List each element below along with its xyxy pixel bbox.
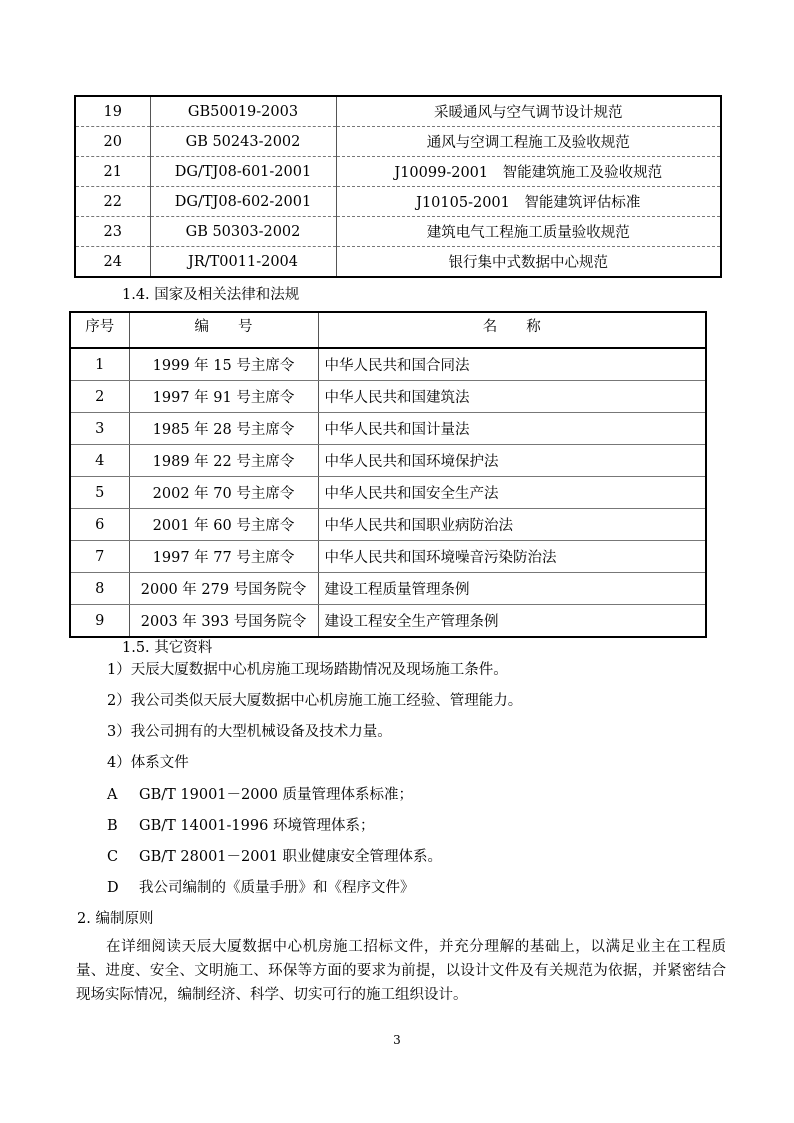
standard-code: JR/T0011-2004 — [150, 247, 336, 278]
list-item: 4）体系文件 — [107, 755, 189, 771]
law-code: 1989 年 22 号主席令 — [129, 445, 318, 477]
body-paragraph: 在详细阅读天辰大厦数据中心机房施工招标文件，并充分理解的基础上，以满足业主在工程质量、进度、安全、文明施工、环保等方面的要求为前提，以设计文件及有关规范为依据，并紧密结合现场实际情况，编制经济、科学、切实可行的施工组织设计。 — [76, 939, 726, 1003]
row-number: 8 — [70, 573, 129, 605]
list-item: 1）天辰大厦数据中心机房施工现场踏勘情况及现场施工条件。 — [107, 662, 508, 678]
table-header-row — [70, 312, 706, 348]
section-heading-2: 2. 编制原则 — [77, 911, 154, 927]
row-number: 20 — [75, 127, 150, 157]
standard-code: GB 50303-2002 — [150, 217, 336, 247]
law-name: 中华人民共和国安全生产法 — [318, 477, 706, 509]
page-number: 3 — [393, 1033, 401, 1047]
law-code: 2003 年 393 号国务院令 — [129, 605, 318, 638]
header-code: 编 号 — [129, 312, 318, 348]
law-name: 中华人民共和国建筑法 — [318, 381, 706, 413]
law-code: 2000 年 279 号国务院令 — [129, 573, 318, 605]
row-number: 24 — [75, 247, 150, 278]
system-doc-item-d — [107, 876, 415, 897]
table-row — [70, 445, 706, 477]
table-row — [75, 217, 721, 247]
header-number: 序号 — [70, 312, 129, 348]
row-number: 22 — [75, 187, 150, 217]
table-row — [70, 573, 706, 605]
table-row — [75, 127, 721, 157]
standard-title: J10105-2001 智能建筑评估标准 — [336, 187, 721, 217]
law-code: 2002 年 70 号主席令 — [129, 477, 318, 509]
row-number: 9 — [70, 605, 129, 638]
item-text: 我公司编制的《质量手册》和《程序文件》 — [139, 880, 415, 896]
standard-code: GB50019-2003 — [150, 96, 336, 127]
item-letter: C — [107, 849, 119, 865]
table-row — [75, 247, 721, 278]
table-row — [70, 413, 706, 445]
row-number: 4 — [70, 445, 129, 477]
law-name: 中华人民共和国合同法 — [318, 348, 706, 381]
standard-code: DG/TJ08-602-2001 — [150, 187, 336, 217]
table-row — [70, 541, 706, 573]
standards-table — [74, 95, 722, 278]
item-letter: D — [107, 880, 119, 896]
row-number: 1 — [70, 348, 129, 381]
table-row — [70, 348, 706, 381]
table-row — [70, 605, 706, 638]
law-code: 1985 年 28 号主席令 — [129, 413, 318, 445]
standard-code: GB 50243-2002 — [150, 127, 336, 157]
system-doc-item-a — [107, 783, 413, 804]
section-heading-1-4: 1.4. 国家及相关法律和法规 — [122, 287, 300, 303]
row-number: 23 — [75, 217, 150, 247]
law-name: 中华人民共和国环境噪音污染防治法 — [318, 541, 706, 573]
standard-title: 采暖通风与空气调节设计规范 — [336, 96, 721, 127]
item-text: GB/T 19001－2000 质量管理体系标准； — [139, 787, 414, 803]
laws-table — [69, 311, 707, 638]
row-number: 3 — [70, 413, 129, 445]
system-doc-item-c — [107, 845, 442, 866]
law-name: 中华人民共和国职业病防治法 — [318, 509, 706, 541]
standard-title: 银行集中式数据中心规范 — [448, 255, 608, 271]
table-row — [70, 509, 706, 541]
row-number: 19 — [75, 96, 150, 127]
table-row — [75, 96, 721, 127]
item-letter: B — [107, 818, 118, 834]
table-row — [75, 187, 721, 217]
law-name: 建设工程安全生产管理条例 — [324, 614, 499, 630]
list-item: 2）我公司类似天辰大厦数据中心机房施工施工经验、管理能力。 — [107, 693, 523, 709]
table-row — [75, 157, 721, 187]
law-code: 1999 年 15 号主席令 — [129, 348, 318, 381]
item-letter: A — [107, 787, 118, 803]
section-heading-1-5: 1.5. 其它资料 — [122, 640, 213, 656]
item-text: GB/T 14001-1996 环境管理体系； — [139, 818, 375, 834]
standard-title: 通风与空调工程施工及验收规范 — [336, 127, 721, 157]
law-name: 建设工程质量管理条例 — [318, 573, 706, 605]
row-number: 6 — [70, 509, 129, 541]
standard-title: J10099-2001 智能建筑施工及验收规范 — [336, 157, 721, 187]
table-row — [70, 477, 706, 509]
header-name: 名 称 — [318, 312, 706, 348]
item-text: GB/T 28001－2001 职业健康安全管理体系。 — [139, 849, 443, 865]
standard-title: 建筑电气工程施工质量验收规范 — [336, 217, 721, 247]
system-doc-item-b — [107, 814, 374, 835]
row-number: 7 — [70, 541, 129, 573]
standard-code: DG/TJ08-601-2001 — [150, 157, 336, 187]
law-code: 1997 年 77 号主席令 — [129, 541, 318, 573]
row-number: 5 — [70, 477, 129, 509]
law-name: 中华人民共和国环境保护法 — [318, 445, 706, 477]
law-code: 1997 年 91 号主席令 — [129, 381, 318, 413]
table-row — [70, 381, 706, 413]
law-code: 2001 年 60 号主席令 — [129, 509, 318, 541]
list-item: 3）我公司拥有的大型机械设备及技术力量。 — [107, 724, 392, 740]
law-name: 中华人民共和国计量法 — [318, 413, 706, 445]
row-number: 2 — [70, 381, 129, 413]
row-number: 21 — [75, 157, 150, 187]
